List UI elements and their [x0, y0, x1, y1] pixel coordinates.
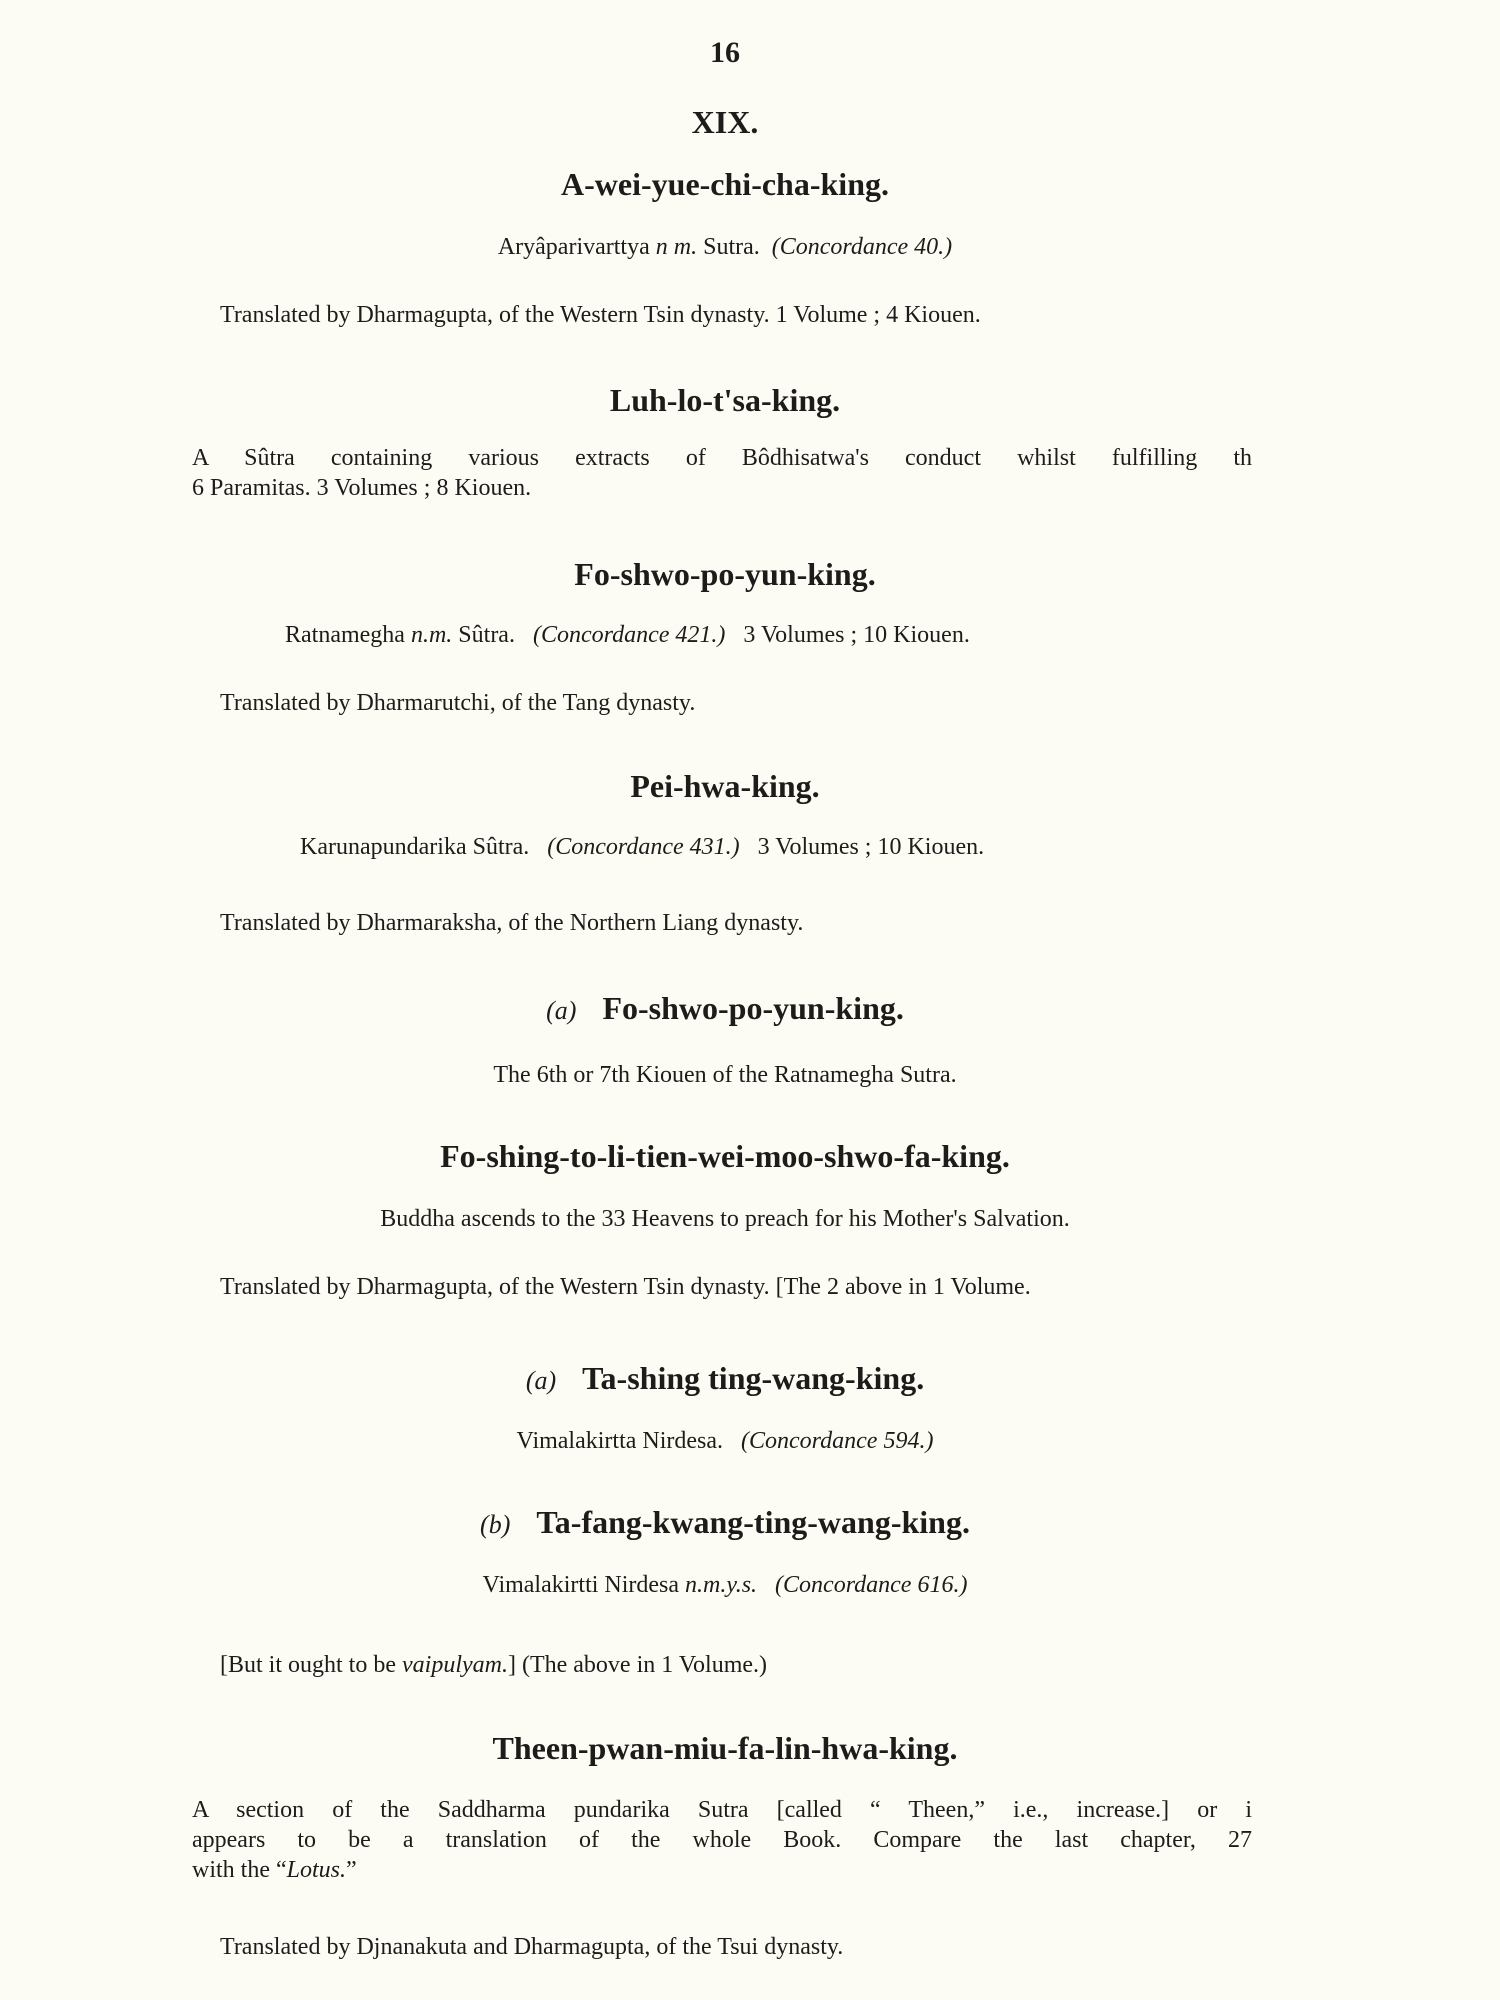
grammar-note: n.m. — [410, 622, 453, 648]
entry-title: Luh-lo-t'sa-king. — [609, 382, 841, 418]
entry-title: Fo-shing-to-li-tien-wei-moo-shwo-fa-king. — [440, 1138, 1010, 1174]
description-line — [192, 1857, 357, 1883]
concordance-ref: (Concordance 616.) — [775, 1572, 968, 1598]
description-line: A section of the Saddharma pundarika Sutra [called “ Theen,” i.e., increase.] or i — [192, 1797, 1252, 1823]
note-text: ] (The above in 1 Volume.) — [507, 1652, 768, 1678]
sanskrit-name: Vimalakirtta Nirdesa. — [516, 1428, 724, 1454]
grammar-note: n m. — [655, 234, 698, 260]
concordance-ref: (Concordance 40.) — [771, 234, 953, 260]
entry-title: Fo-shwo-po-yun-king. — [602, 990, 904, 1026]
description-line: appears to be a translation of the whole Book. Compare the last chapter, 27 — [192, 1827, 1252, 1853]
concordance-ref: (Concordance 421.) — [532, 622, 726, 648]
entry-subtitle — [285, 622, 970, 649]
entry-subtitle — [0, 1572, 1450, 1599]
entry-description: Buddha ascends to the 33 Heavens to preach for his Mother's Salvation. — [380, 1206, 1070, 1232]
translator-line: Translated by Djnanakuta and Dharmagupta, of the Tsui dynasty. — [220, 1934, 844, 1960]
entry-subtitle — [300, 834, 984, 861]
grammar-note: n.m.y.s. — [685, 1572, 758, 1598]
editorial-note — [220, 1652, 767, 1679]
concordance-ref: (Concordance 594.) — [741, 1428, 934, 1454]
note-text: [But it ought to be — [220, 1652, 396, 1678]
entry-title-row — [0, 990, 1450, 1027]
quote-open: with the “ — [192, 1857, 287, 1883]
quote-close: ” — [346, 1857, 357, 1883]
entry-label: (a) — [546, 996, 577, 1025]
entry-description: The 6th or 7th Kiouen of the Ratnamegha Sutra. — [493, 1062, 957, 1088]
entry-title: Fo-shwo-po-yun-king. — [574, 556, 876, 592]
quote-emphasis: Lotus. — [286, 1857, 346, 1883]
translator-line: Translated by Dharmarutchi, of the Tang dynasty. — [220, 690, 696, 716]
note-emphasis: vaipulyam. — [402, 1652, 508, 1678]
entry-title: Ta-shing ting-wang-king. — [582, 1360, 925, 1396]
page-number: 16 — [710, 36, 740, 69]
entry-description — [192, 1795, 1252, 1885]
subtitle-rest: Sûtra. — [458, 622, 515, 648]
translator-line: Translated by Dharmagupta, of the Western Tsin dynasty. 1 Volume ; 4 Kiouen. — [220, 302, 981, 328]
concordance-ref: (Concordance 431.) — [547, 834, 740, 860]
subtitle-rest: Sutra. — [703, 234, 760, 260]
entry-label: (b) — [480, 1510, 511, 1539]
translator-line: Translated by Dharmagupta, of the Western Tsin dynasty. [The 2 above in 1 Volume. — [220, 1274, 1031, 1300]
volume-count: 3 Volumes ; 10 Kiouen. — [757, 834, 985, 860]
entry-title-row — [0, 1504, 1450, 1541]
description-line: A Sûtra containing various extracts of Bôdhisatwa's conduct whilst fulfilling th — [192, 445, 1252, 471]
sanskrit-name: Aryâparivarttya — [497, 234, 650, 260]
sanskrit-name: Vimalakirtti Nirdesa — [482, 1572, 680, 1598]
entry-title-row — [0, 1360, 1450, 1397]
entry-label: (a) — [525, 1366, 557, 1395]
entry-title: Pei-hwa-king. — [630, 768, 820, 804]
entry-subtitle — [0, 234, 1450, 261]
sanskrit-name: Ratnamegha — [285, 622, 405, 648]
sanskrit-name: Karunapundarika Sûtra. — [300, 834, 530, 860]
entry-description — [192, 443, 1252, 503]
entry-subtitle — [0, 1428, 1450, 1455]
entry-title: Ta-fang-kwang-ting-wang-king. — [536, 1504, 970, 1540]
volume-count: 3 Volumes ; 10 Kiouen. — [743, 622, 970, 648]
entry-title: A-wei-yue-chi-cha-king. — [561, 166, 889, 202]
description-line: 6 Paramitas. 3 Volumes ; 8 Kiouen. — [192, 475, 532, 501]
translator-line: Translated by Dharmaraksha, of the Northern Liang dynasty. — [220, 910, 804, 936]
section-heading: XIX. — [691, 104, 759, 140]
entry-title: Theen-pwan-miu-fa-lin-hwa-king. — [492, 1730, 958, 1766]
